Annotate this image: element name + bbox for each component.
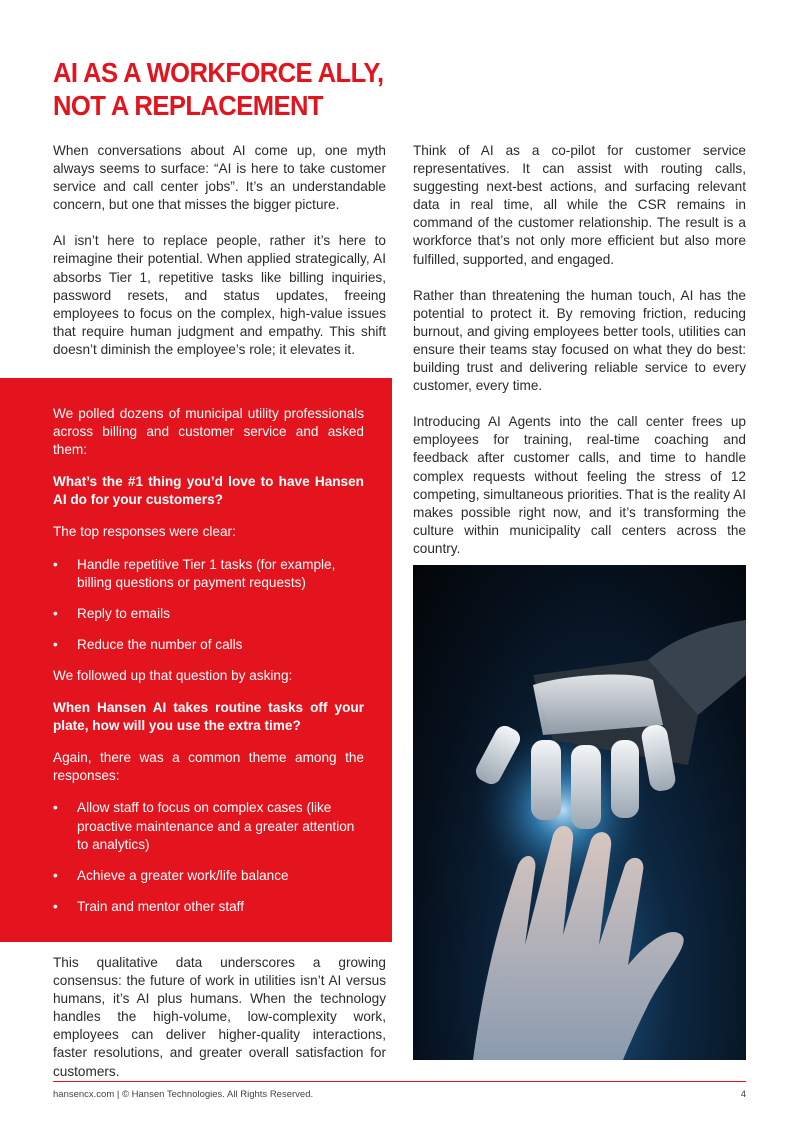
bullet-icon: • (53, 867, 58, 883)
page-number: 4 (740, 1089, 746, 1100)
list-item-text: Achieve a greater work/life balance (77, 867, 289, 883)
title-line-2: NOT A REPLACEMENT (53, 90, 323, 121)
left-paragraph-2: AI isn’t here to replace people, rather it’s here to reimagine their potential. When applied strategically, AI absorbs Tier 1, repetitive tasks like billing inquiries, password resets, and status updates, freeing employees to focus on the complex, high-value issues that require human judgment and empathy. This shift doesn’t diminish the employee’s role; it elevates it. (53, 233, 386, 357)
callout-lead-2: Again, there was a common theme among the responses: (53, 750, 364, 784)
bullet-icon: • (53, 636, 58, 652)
list-item (53, 898, 364, 916)
right-paragraph-1: Think of AI as a co-pilot for customer service representatives. It can assist with routing calls, suggesting next-best actions, and surfacing relevant data in real time, all while the CSR remains in command of the customer relationship. The result is a workforce that’s not only more efficient but also more fulfilled, supported, and engaged. (413, 143, 746, 267)
list-item (53, 867, 364, 885)
callout-list-1 (53, 556, 364, 654)
conclusion-paragraph: This qualitative data underscores a growing consensus: the future of work in utilities isn’t AI versus humans, it’s AI plus humans. When the technology handles the high-volume, low-complexity work, employees can deliver higher-quality interactions, faster resolutions, and greater overall satisfaction for customers. (53, 955, 386, 1079)
left-paragraph-1: When conversations about AI come up, one myth always seems to surface: “AI is here to take customer service and call center jobs”. It’s an understandable concern, but one that misses the bigger picture. (53, 143, 386, 213)
left-column (53, 142, 386, 377)
conclusion-block (53, 954, 386, 1099)
right-paragraph-3: Introducing AI Agents into the call center frees up employees for training, real-time coaching and feedback after customer calls, and time to handle complex requests without feeling the stress of 12 competing, simultaneous priorities. That is the reality AI makes possible right now, and it’s transforming the culture within municipality call centers across the country. (413, 414, 746, 556)
bullet-icon: • (53, 605, 58, 621)
robot-and-human-hand-illustration (413, 565, 746, 1060)
callout-list-2 (53, 799, 364, 915)
list-item (53, 556, 364, 592)
list-item-text: Allow staff to focus on complex cases (like proactive maintenance and a greater attention to analytics) (77, 800, 355, 852)
callout-followup: We followed up that question by asking: (53, 667, 293, 683)
robot-hand-photo (413, 565, 746, 1060)
bullet-icon: • (53, 800, 58, 816)
list-item-text: Train and mentor other staff (77, 898, 244, 914)
bullet-icon: • (53, 898, 58, 914)
callout-question-2: When Hansen AI takes routine tasks off your plate, how will you use the extra time? (53, 700, 364, 734)
footer-divider (53, 1081, 746, 1082)
right-paragraph-2: Rather than threatening the human touch, AI has the potential to protect it. By removing friction, reducing burnout, and giving employees better tools, utilities can ensure their teams stay focused on what they do best: building trust and delivering reliable service to every customer, every time. (413, 287, 746, 394)
list-item-text: Handle repetitive Tier 1 tasks (for example, billing questions or payment requests) (77, 556, 336, 590)
list-item-text: Reduce the number of calls (77, 636, 243, 652)
callout-intro: We polled dozens of municipal utility professionals across billing and customer service and asked them: (53, 406, 364, 458)
survey-callout-box (0, 378, 392, 942)
list-item (53, 605, 364, 623)
list-item-text: Reply to emails (77, 605, 170, 621)
callout-question-1: What’s the #1 thing you’d love to have Hansen AI do for your customers? (53, 474, 364, 508)
callout-lead-1: The top responses were clear: (53, 524, 236, 540)
page-title (53, 56, 444, 122)
title-line-1: AI AS A WORKFORCE ALLY, (53, 57, 384, 88)
footer-copyright: hansencx.com | © Hansen Technologies. All Rights Reserved. (53, 1089, 314, 1100)
bullet-icon: • (53, 556, 58, 572)
list-item (53, 799, 364, 853)
right-column (413, 142, 746, 576)
list-item (53, 636, 364, 654)
